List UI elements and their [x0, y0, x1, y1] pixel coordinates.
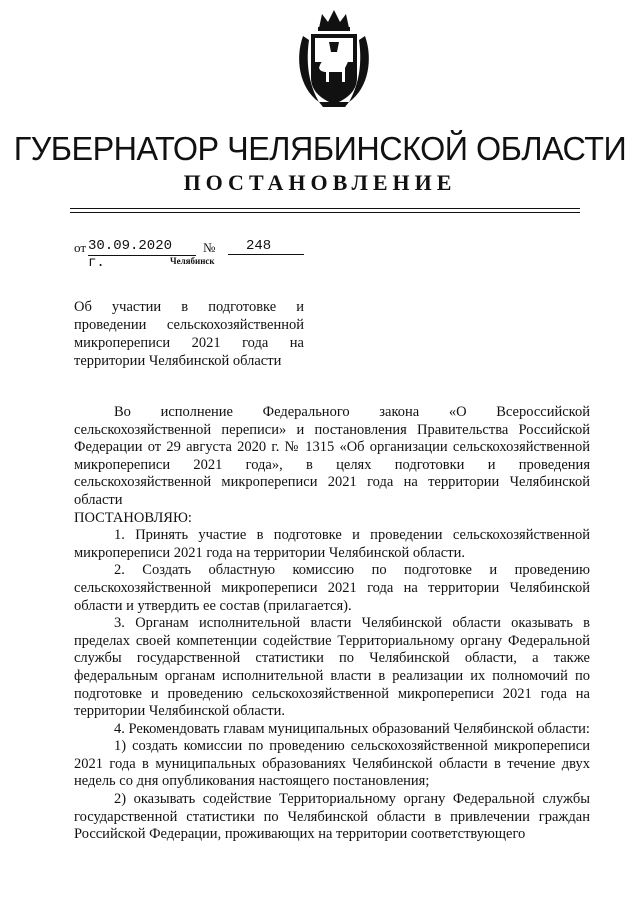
- date-label: от: [74, 240, 87, 255]
- clause-3: 3. Органам исполнительной власти Челябинской области оказывать в пределах своей компетенции содействие Территориальному органу Федеральной службы государственной статистики по Челябинской области, а также федеральным органам исполнительной власти в реализации их полномочий по подготовке и проведению сельскохозяйственной микропереписи 2021 года на территории Челябинской области.: [74, 615, 590, 720]
- city-label: Челябинск: [170, 256, 215, 266]
- date-field: 30.09.2020 г.: [88, 238, 196, 256]
- resolve-heading: ПОСТАНОВЛЯЮ:: [74, 509, 192, 526]
- header-divider-thin: [70, 212, 580, 213]
- clause-2: 2. Создать областную комиссию по подготовке и проведению сельскохозяйственной микропереписи 2021 года на территории Челябинской области и утвердить ее состав (прилагается).: [74, 562, 590, 614]
- chelyabinsk-coat-of-arms-icon: [289, 6, 379, 110]
- number-label: №: [203, 240, 216, 255]
- number-field: 248: [228, 238, 304, 255]
- document-body: [74, 404, 590, 844]
- header-divider: [70, 208, 580, 209]
- document-type-heading: ПОСТАНОВЛЕНИЕ: [183, 170, 457, 195]
- clause-4: 4. Рекомендовать главам муниципальных образований Челябинской области:: [114, 720, 590, 737]
- document-subject: Об участии в подготовке и проведении сельскохозяйственной микропереписи 2021 года на территории Челябинской области: [74, 299, 304, 369]
- clause-4-sub-1: 1) создать комиссии по проведению сельскохозяйственной микропереписи 2021 года в муниципальных образованиях Челябинской области в течение двух недель со дня опубликования настоящего постановления;: [74, 738, 590, 790]
- authority-title: ГУБЕРНАТОР ЧЕЛЯБИНСКОЙ ОБЛАСТИ: [13, 130, 627, 167]
- clause-4-sub-2: 2) оказывать содействие Территориальному органу Федеральной службы государственной статистики по Челябинской области в привлечении граждан Российской Федерации, проживающих на территории соответствующего: [74, 791, 590, 843]
- preamble-paragraph: Во исполнение Федерального закона «О Всероссийской сельскохозяйственной переписи» и постановления Правительства Российской Федерации от 29 августа 2020 г. № 1315 «Об организации сельскохозяйственной микропереписи 2021 года», в целях подготовки и проведения сельскохозяйственной микропереписи 2021 года на территории Челябинской области: [74, 404, 590, 508]
- clause-1: 1. Принять участие в подготовке и проведении сельскохозяйственной микропереписи 2021 года на территории Челябинской области.: [74, 527, 590, 561]
